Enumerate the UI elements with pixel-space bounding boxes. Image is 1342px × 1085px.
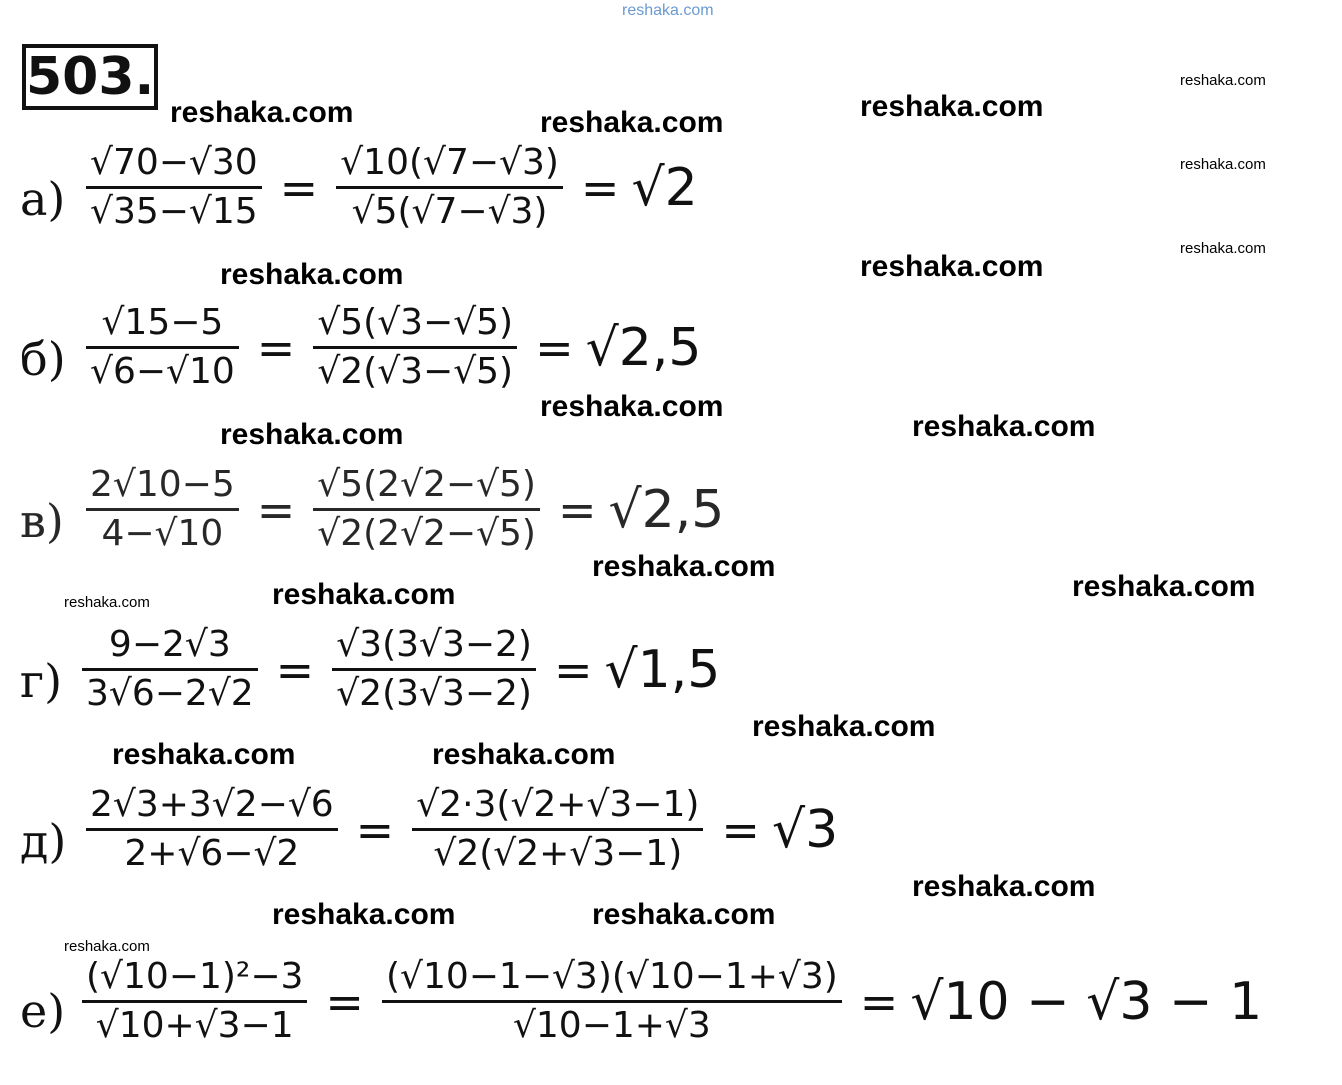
equals-sign: = <box>557 482 597 537</box>
denominator: √2(√3−√5) <box>317 351 514 392</box>
watermark: reshaka.com <box>540 390 724 423</box>
result: √3 <box>771 799 839 860</box>
denominator: √6−√10 <box>90 351 235 392</box>
result: √10 − √3 − 1 <box>910 971 1263 1032</box>
item-label: г) <box>20 654 63 708</box>
watermark: reshaka.com <box>272 578 456 611</box>
equals-sign: = <box>721 802 760 857</box>
denominator: √35−√15 <box>90 191 258 232</box>
item-label: б) <box>20 332 66 386</box>
fraction <box>86 462 239 557</box>
equation-row <box>76 622 720 717</box>
numerator: (√10−1)²−3 <box>86 956 304 997</box>
item-label: в) <box>20 494 64 548</box>
top-watermark[interactable]: reshaka.com <box>622 2 714 19</box>
equals-sign: = <box>535 320 574 375</box>
watermark: reshaka.com <box>1072 570 1256 603</box>
denominator: √2(3√3−2) <box>336 673 532 714</box>
fraction <box>313 462 540 557</box>
watermark: reshaka.com <box>912 870 1096 903</box>
equals-sign: = <box>325 974 364 1029</box>
watermark: reshaka.com <box>272 898 456 931</box>
result: √2,5 <box>585 317 702 378</box>
numerator: √10(√7−√3) <box>340 142 559 183</box>
numerator: 9−2√3 <box>108 624 231 665</box>
numerator: √5(√3−√5) <box>317 302 514 343</box>
watermark: reshaka.com <box>1180 72 1266 89</box>
watermark: reshaka.com <box>64 594 150 611</box>
fraction <box>313 300 517 395</box>
watermark: reshaka.com <box>1180 156 1266 173</box>
denominator: 2+√6−√2 <box>124 833 300 874</box>
fraction <box>86 300 239 395</box>
result: √2 <box>631 157 698 218</box>
equals-sign: = <box>553 642 593 697</box>
fraction <box>86 782 338 877</box>
equation-row <box>80 782 838 877</box>
watermark: reshaka.com <box>860 250 1044 283</box>
numerator: 2√3+3√2−√6 <box>90 784 334 825</box>
fraction <box>332 622 536 717</box>
equals-sign: = <box>355 802 395 857</box>
item-label: е) <box>20 984 66 1038</box>
fraction <box>82 622 258 717</box>
watermark: reshaka.com <box>432 738 616 771</box>
equation-row <box>80 462 724 557</box>
equation-row <box>76 954 1262 1049</box>
numerator: √15−5 <box>101 302 224 343</box>
numerator: √70−√30 <box>90 142 258 183</box>
watermark: reshaka.com <box>860 90 1044 123</box>
watermark: reshaka.com <box>112 738 296 771</box>
item-label: а) <box>20 172 66 226</box>
equals-sign: = <box>580 160 620 215</box>
watermark: reshaka.com <box>592 550 776 583</box>
denominator: √2(√2+√3−1) <box>433 833 683 874</box>
watermark: reshaka.com <box>64 938 150 955</box>
denominator: √2(2√2−√5) <box>317 513 536 554</box>
watermark: reshaka.com <box>220 418 404 451</box>
watermark: reshaka.com <box>912 410 1096 443</box>
watermark: reshaka.com <box>220 258 404 291</box>
numerator: √3(3√3−2) <box>336 624 532 665</box>
equation-row <box>80 300 702 395</box>
watermark: reshaka.com <box>540 106 724 139</box>
result: √1,5 <box>604 639 721 700</box>
fraction <box>86 140 262 235</box>
equals-sign: = <box>279 160 319 215</box>
denominator: √10+√3−1 <box>95 1005 294 1046</box>
watermark: reshaka.com <box>1180 240 1266 257</box>
task-number: 503. <box>22 44 158 110</box>
watermark: reshaka.com <box>592 898 776 931</box>
equation-row <box>80 140 698 235</box>
equals-sign: = <box>256 320 296 375</box>
fraction <box>82 954 307 1049</box>
watermark: reshaka.com <box>170 96 354 129</box>
equals-sign: = <box>256 482 296 537</box>
numerator: (√10−1−√3)(√10−1+√3) <box>385 956 838 997</box>
denominator: 3√6−2√2 <box>86 673 254 714</box>
denominator: √5(√7−√3) <box>351 191 548 232</box>
result: √2,5 <box>608 479 725 540</box>
numerator: √2·3(√2+√3−1) <box>416 784 700 825</box>
watermark: reshaka.com <box>752 710 936 743</box>
item-label: д) <box>20 814 67 868</box>
fraction <box>382 954 842 1049</box>
fraction <box>336 140 563 235</box>
equals-sign: = <box>275 642 315 697</box>
denominator: √10−1+√3 <box>512 1005 711 1046</box>
denominator: 4−√10 <box>101 513 224 554</box>
equals-sign: = <box>859 974 899 1029</box>
fraction <box>412 782 703 877</box>
numerator: √5(2√2−√5) <box>317 464 536 505</box>
numerator: 2√10−5 <box>90 464 235 505</box>
